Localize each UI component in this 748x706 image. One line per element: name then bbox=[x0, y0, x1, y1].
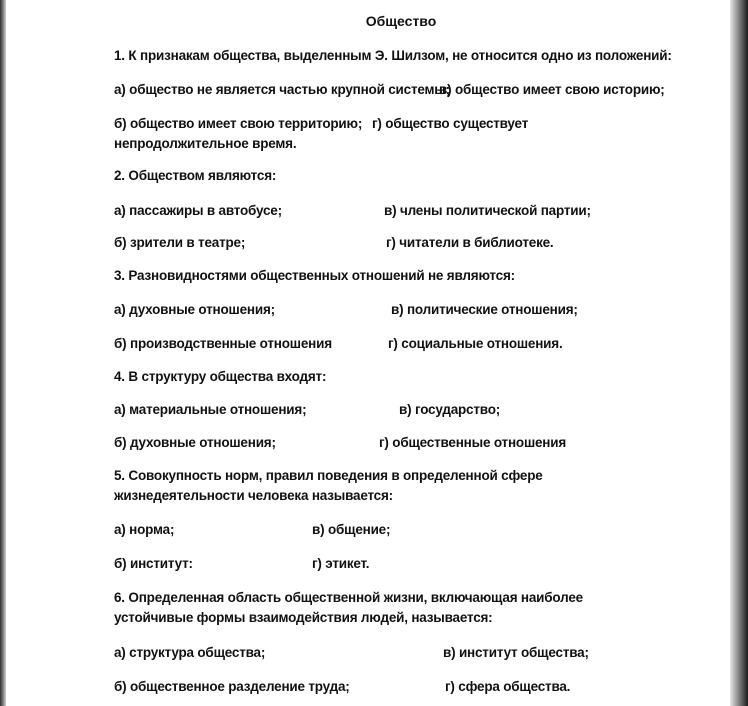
question-3: 3. Разновидностями общественных отношений не являются: bbox=[114, 268, 515, 283]
q6-option-b: б) общественное разделение труда; bbox=[114, 679, 350, 694]
q3-option-a: а) духовные отношения; bbox=[114, 302, 275, 317]
question-5: 5. Совокупность норм, правил поведения в определенной сфере жизнедеятельности человека называется: bbox=[114, 468, 543, 503]
q4-option-g: г) общественные отношения bbox=[379, 435, 567, 450]
q6-option-g: г) сфера общества. bbox=[445, 679, 571, 694]
q1-option-b: б) общество имеет свою территорию; bbox=[114, 116, 363, 131]
q2-option-g: г) читатели в библиотеке. bbox=[386, 235, 554, 250]
q6-option-v: в) институт общества; bbox=[443, 645, 589, 660]
q2-option-v: в) члены политической партии; bbox=[384, 203, 591, 218]
q3-option-v: в) политические отношения; bbox=[391, 302, 578, 317]
q5-option-b: б) институт: bbox=[114, 556, 193, 571]
document-title: Общество bbox=[365, 13, 437, 29]
q3-option-b: б) производственные отношения bbox=[114, 336, 332, 351]
question-6: 6. Определенная область общественной жизни, включающая наиболее устойчивые формы взаимодействия людей, называется: bbox=[114, 590, 583, 625]
q1-option-v: в) общество имеет свою историю; bbox=[439, 82, 665, 97]
q5-option-a: а) норма; bbox=[114, 522, 175, 537]
q4-option-b: б) духовные отношения; bbox=[114, 435, 276, 450]
photo-edge-right bbox=[730, 0, 748, 706]
document-page bbox=[6, 0, 730, 706]
q3-option-g: г) социальные отношения. bbox=[388, 336, 563, 351]
q4-option-v: в) государство; bbox=[399, 402, 501, 417]
q2-option-a: а) пассажиры в автобусе; bbox=[114, 203, 282, 218]
q2-option-b: б) зрители в театре; bbox=[114, 235, 246, 250]
question-4: 4. В структуру общества входят: bbox=[114, 369, 327, 384]
q1-option-g: г) общество существует непродолжительное время. bbox=[114, 116, 529, 151]
q6-option-a: а) структура общества; bbox=[114, 645, 266, 660]
question-2: 2. Обществом являются: bbox=[114, 168, 277, 183]
q5-option-g: г) этикет. bbox=[312, 556, 370, 571]
q4-option-a: а) материальные отношения; bbox=[114, 402, 307, 417]
question-1: 1. К признакам общества, выделенным Э. Шилзом, не относится одно из положений: bbox=[114, 48, 672, 63]
q5-option-v: в) общение; bbox=[312, 522, 391, 537]
q1-option-a: а) общество не является частью крупной системы; bbox=[114, 82, 450, 97]
